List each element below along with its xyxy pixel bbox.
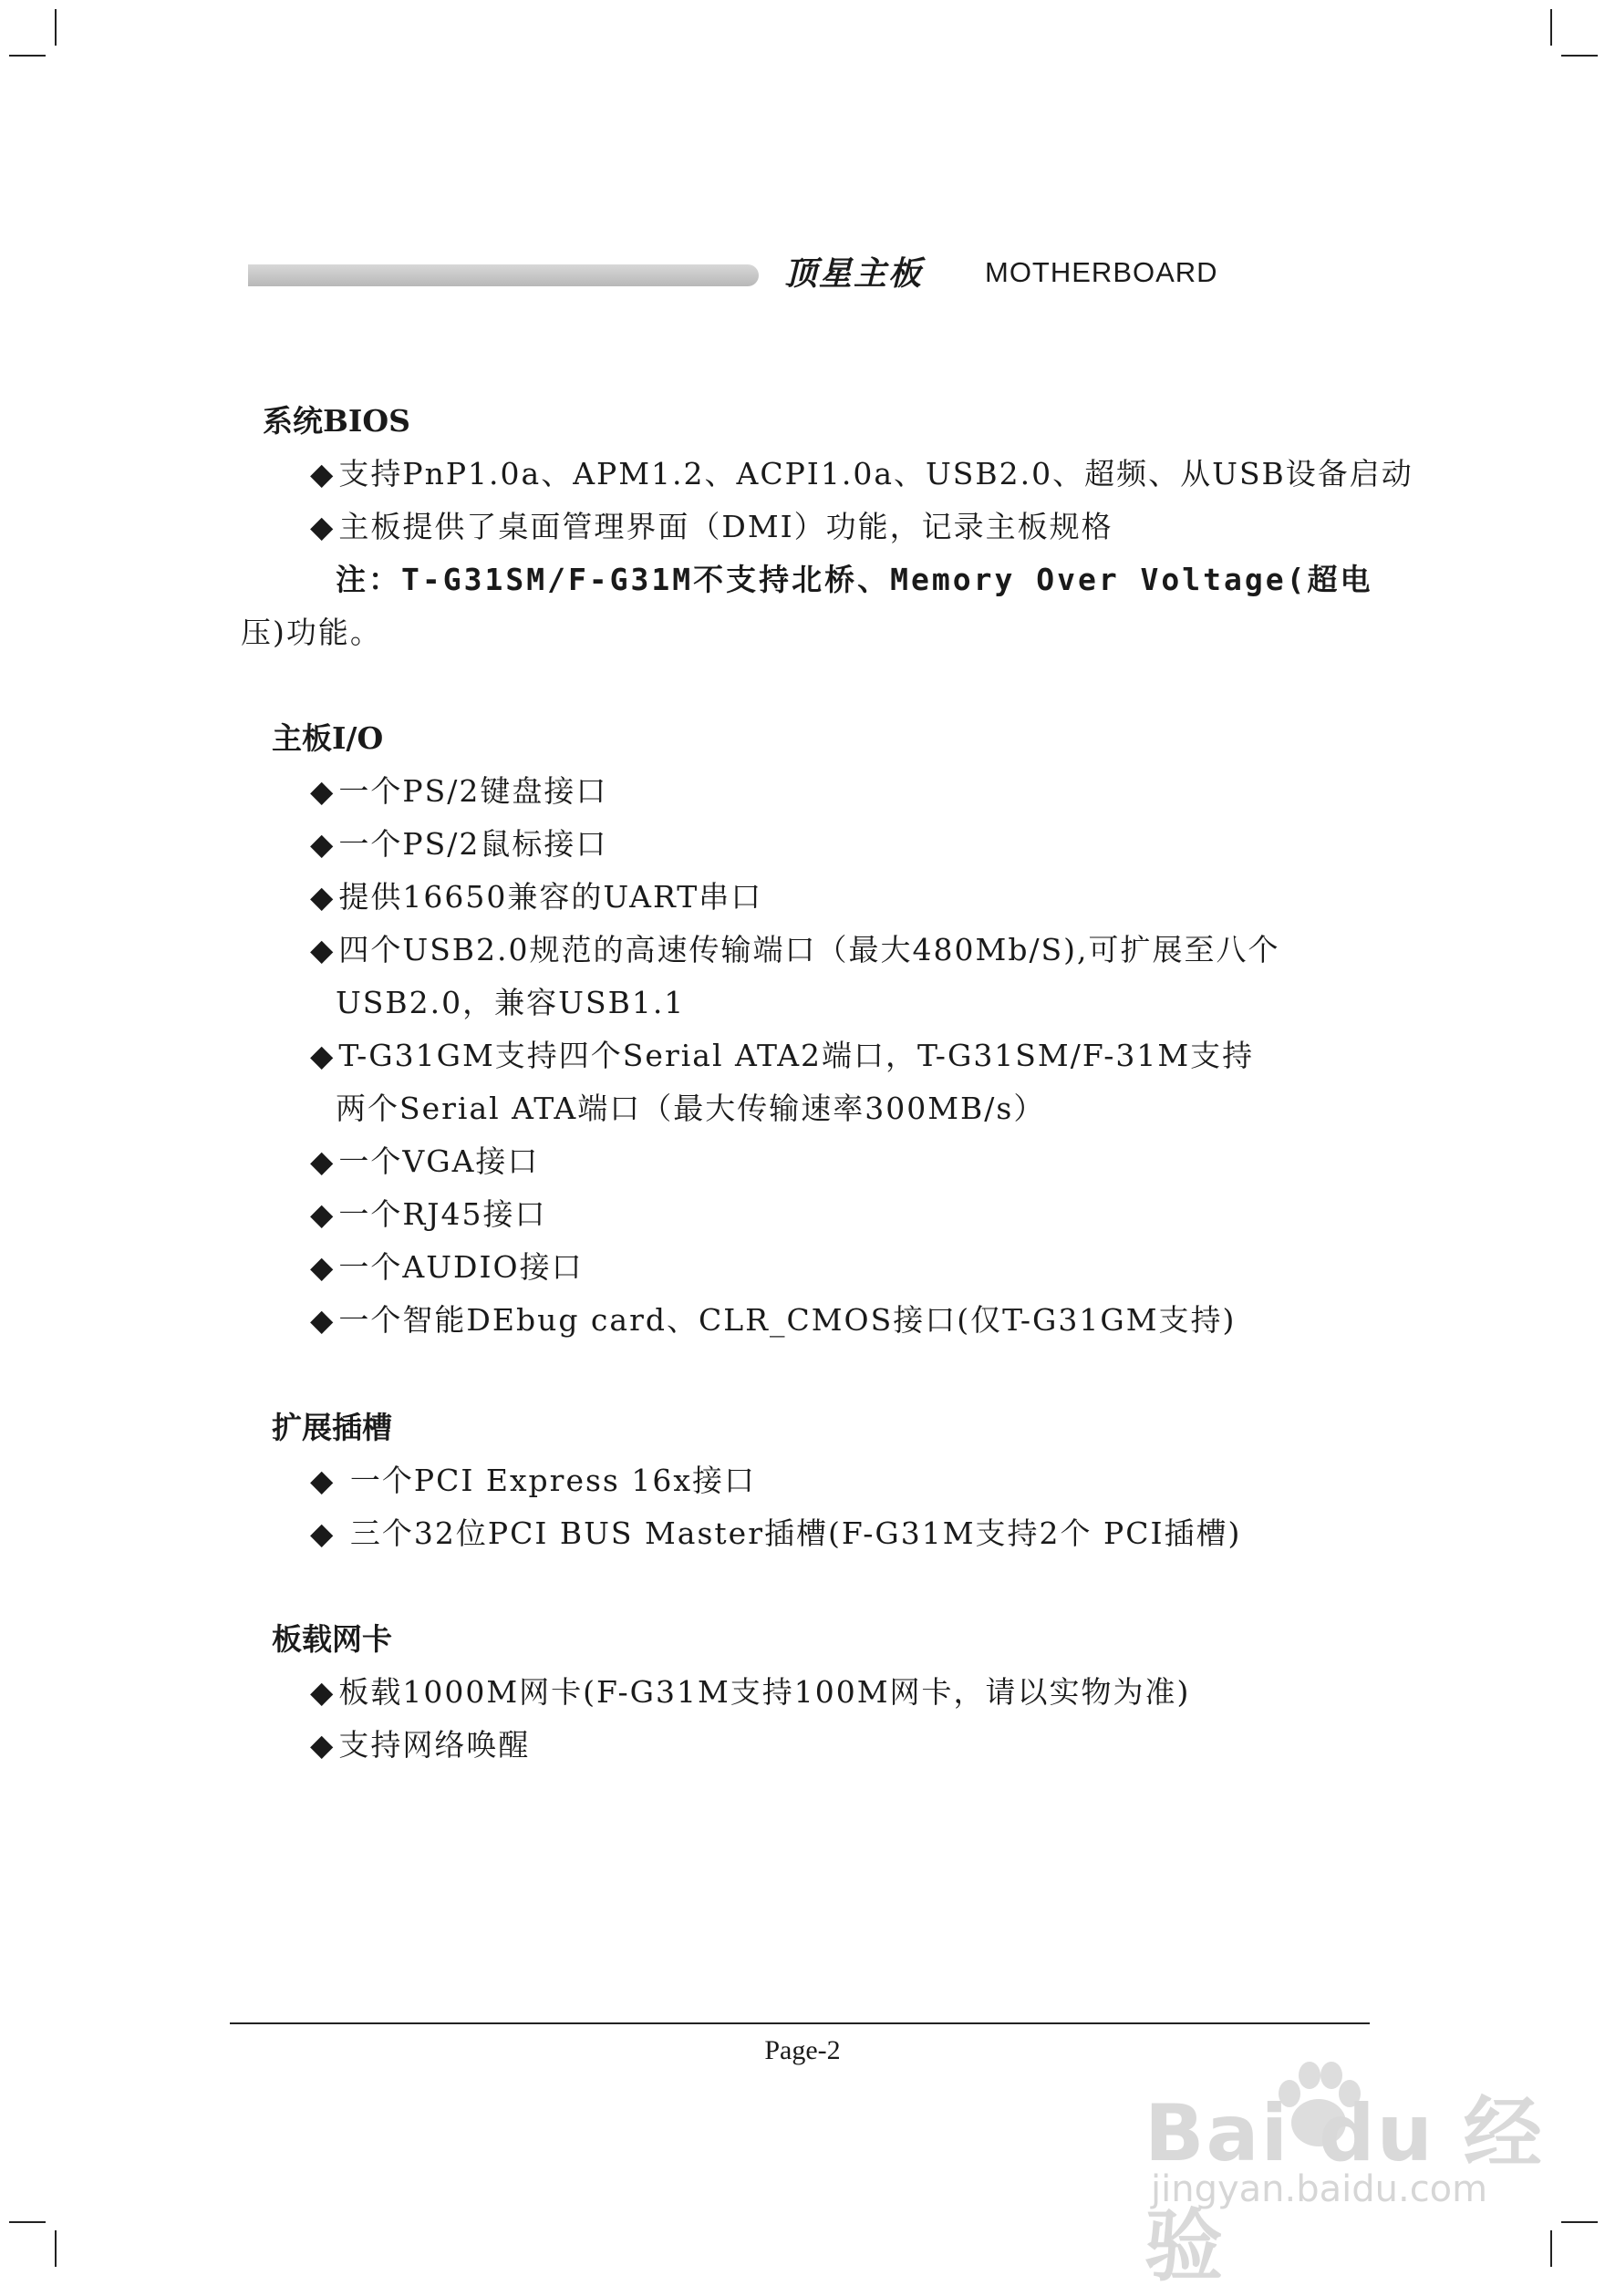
crop-mark: [55, 2230, 57, 2267]
list-item: ◆ 一个AUDIO接口: [310, 1244, 584, 1287]
list-item: ◆ 主板提供了桌面管理界面（DMI）功能，记录主板规格: [310, 503, 1113, 546]
header-bar: [248, 264, 759, 286]
list-item: ◆ 一个智能DEbug card、CLR_CMOS接口(仅T-G31GM支持): [310, 1297, 1236, 1339]
watermark-url: jingyan.baidu.com: [1151, 2168, 1488, 2210]
crop-mark: [9, 55, 46, 57]
list-item: ◆ 支持网络唤醒: [310, 1722, 530, 1764]
list-item: ◆ 一个PCI Express 16x接口: [310, 1457, 756, 1500]
section-title-expansion: 扩展插槽: [272, 1410, 392, 1445]
section-title-bios: 系统BIOS: [263, 403, 410, 439]
page-number: Page-2: [764, 2035, 841, 2065]
list-item: ◆ 一个VGA接口: [310, 1138, 539, 1181]
note-line: 注：T-G31SM/F-G31M不支持北桥、Memory Over Voltage(超电: [336, 562, 1373, 597]
footer-rule: [230, 2022, 1370, 2024]
list-item: ◆ 三个32位PCI BUS Master插槽(F-G31M支持2个 PCI插槽): [310, 1510, 1241, 1553]
note-line-continued: 压)功能。: [241, 615, 382, 650]
list-item: ◆ 四个USB2.0规范的高速传输端口（最大480Mb/S),可扩展至八个: [310, 926, 1280, 969]
list-item: ◆ 一个PS/2键盘接口: [310, 768, 607, 811]
section-title-io: 主板I/O: [272, 720, 384, 756]
section-title-lan: 板载网卡: [272, 1621, 392, 1657]
crop-mark: [1550, 9, 1552, 46]
crop-mark: [9, 2221, 46, 2223]
list-item-continued: USB2.0，兼容USB1.1: [336, 985, 686, 1020]
list-item: ◆ 一个RJ45接口: [310, 1191, 546, 1234]
list-item: ◆ 板载1000M网卡(F-G31M支持100M网卡，请以实物为准): [310, 1669, 1190, 1712]
brand-title-cn: 顶星主板: [784, 255, 924, 293]
list-item: ◆ 提供16650兼容的UART串口: [310, 874, 762, 916]
list-item: ◆ T-G31GM支持四个Serial ATA2端口，T-G31SM/F-31M支持: [310, 1032, 1254, 1075]
crop-mark: [1561, 55, 1598, 57]
list-item-continued: 两个Serial ATA端口（最大传输速率300MB/s）: [336, 1091, 1046, 1126]
brand-title-en: MOTHERBOARD: [985, 256, 1218, 288]
list-item: ◆ 支持PnP1.0a、APM1.2、ACPI1.0a、USB2.0、超频、从USB设备启动: [310, 450, 1413, 493]
watermark-logo: Bai du 经验: [1144, 2088, 1544, 2292]
crop-mark: [55, 9, 57, 46]
list-item: ◆ 一个PS/2鼠标接口: [310, 821, 607, 864]
